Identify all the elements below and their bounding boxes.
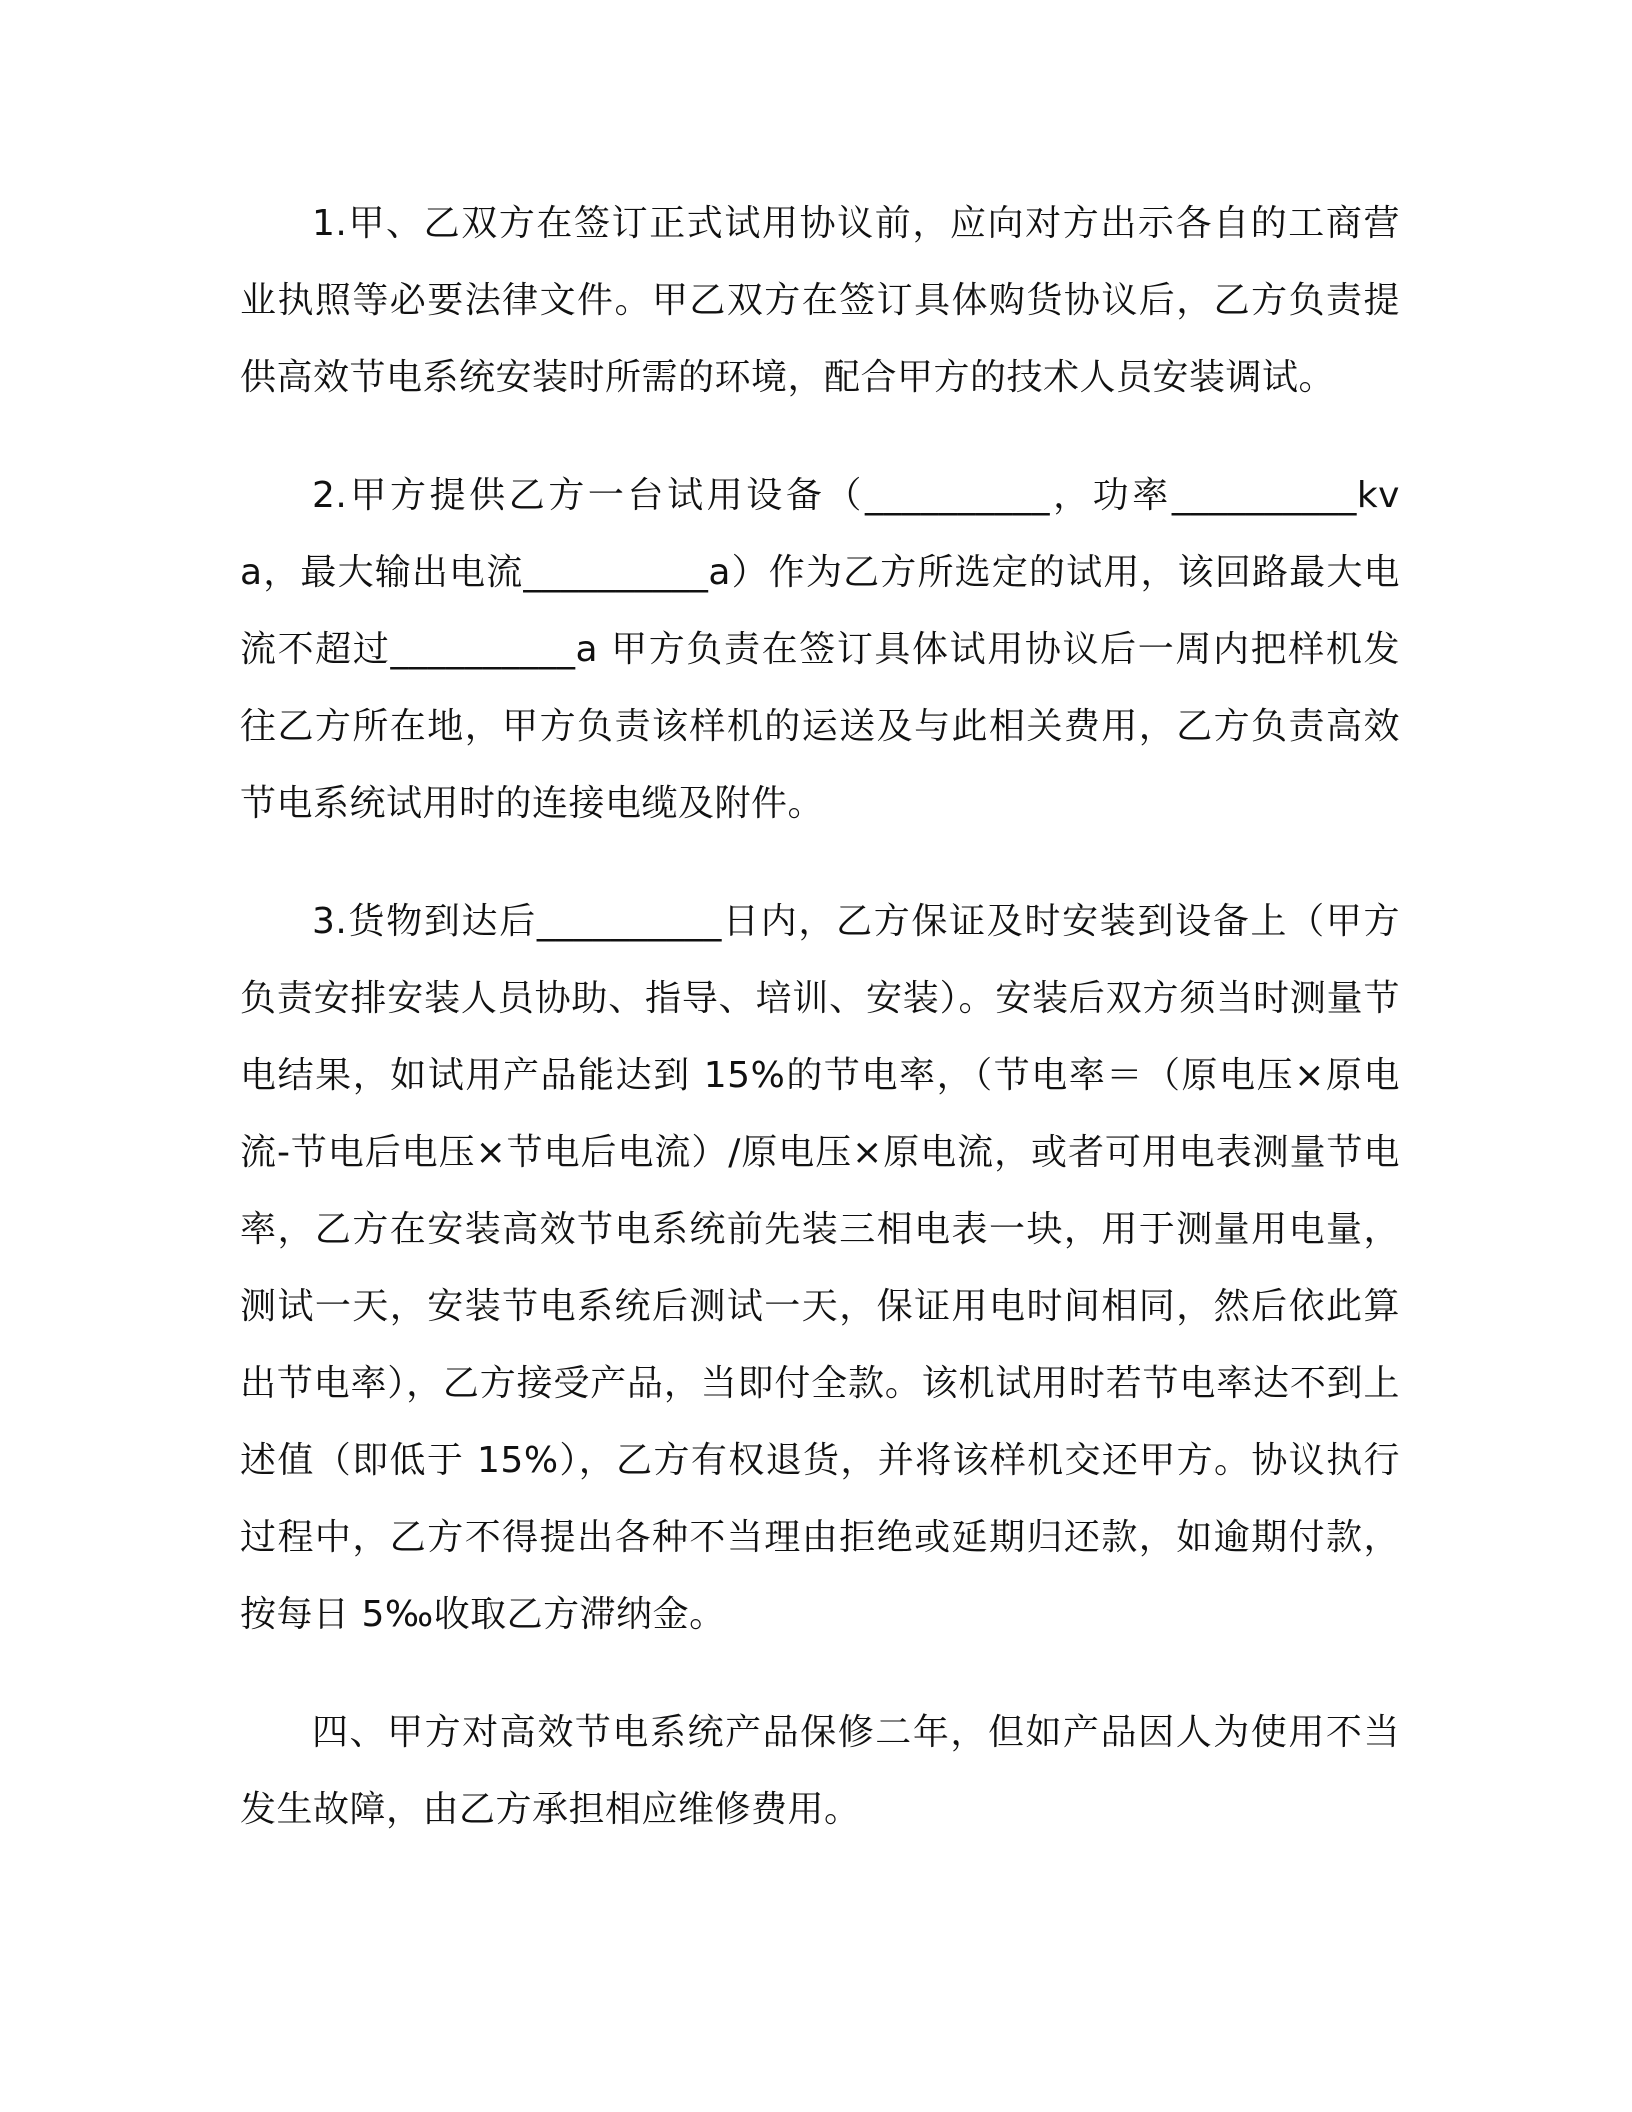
paragraph-clause-4: 四、甲方对高效节电系统产品保修二年，但如产品因人为使用不当发生故障，由乙方承担相应维修费用。 (240, 1712, 1400, 1830)
document-page (240, 185, 1400, 1889)
paragraph-clause-2: 2.甲方提供乙方一台试用设备（__________，功率__________kva，最大输出电流__________a）作为乙方所选定的试用，该回路最大电流不超过__________a 甲方负责在签订具体试用协议后一周内把样机发往乙方所在地，甲方负责该样机的运送及与此相关费用，乙方负责高效节电系统试用时的连接电缆及附件。 (240, 475, 1400, 824)
paragraph-clause-1: 1.甲、乙双方在签订正式试用协议前，应向对方出示各自的工商营业执照等必要法律文件。甲乙双方在签订具体购货协议后，乙方负责提供高效节电系统安装时所需的环境，配合甲方的技术人员安装调试。 (240, 203, 1400, 398)
paragraph-clause-3: 3.货物到达后__________日内，乙方保证及时安装到设备上（甲方负责安排安装人员协助、指导、培训、安装）。安装后双方须当时测量节电结果，如试用产品能达到 15%的节电率，（节电率＝（原电压×原电流-节电后电压×节电后电流）/原电压×原电流，或者可用电表测量节电率，乙方在安装高效节电系统前先装三相电表一块，用于测量用电量，测试一天，安装节电系统后测试一天，保证用电时间相同，然后依此算出节电率），乙方接受产品，当即付全款。该机试用时若节电率达不到上述值（即低于 15%），乙方有权退货，并将该样机交还甲方。协议执行过程中，乙方不得提出各种不当理由拒绝或延期归还款，如逾期付款，按每日 5‰收取乙方滞纳金。 (240, 901, 1400, 1635)
